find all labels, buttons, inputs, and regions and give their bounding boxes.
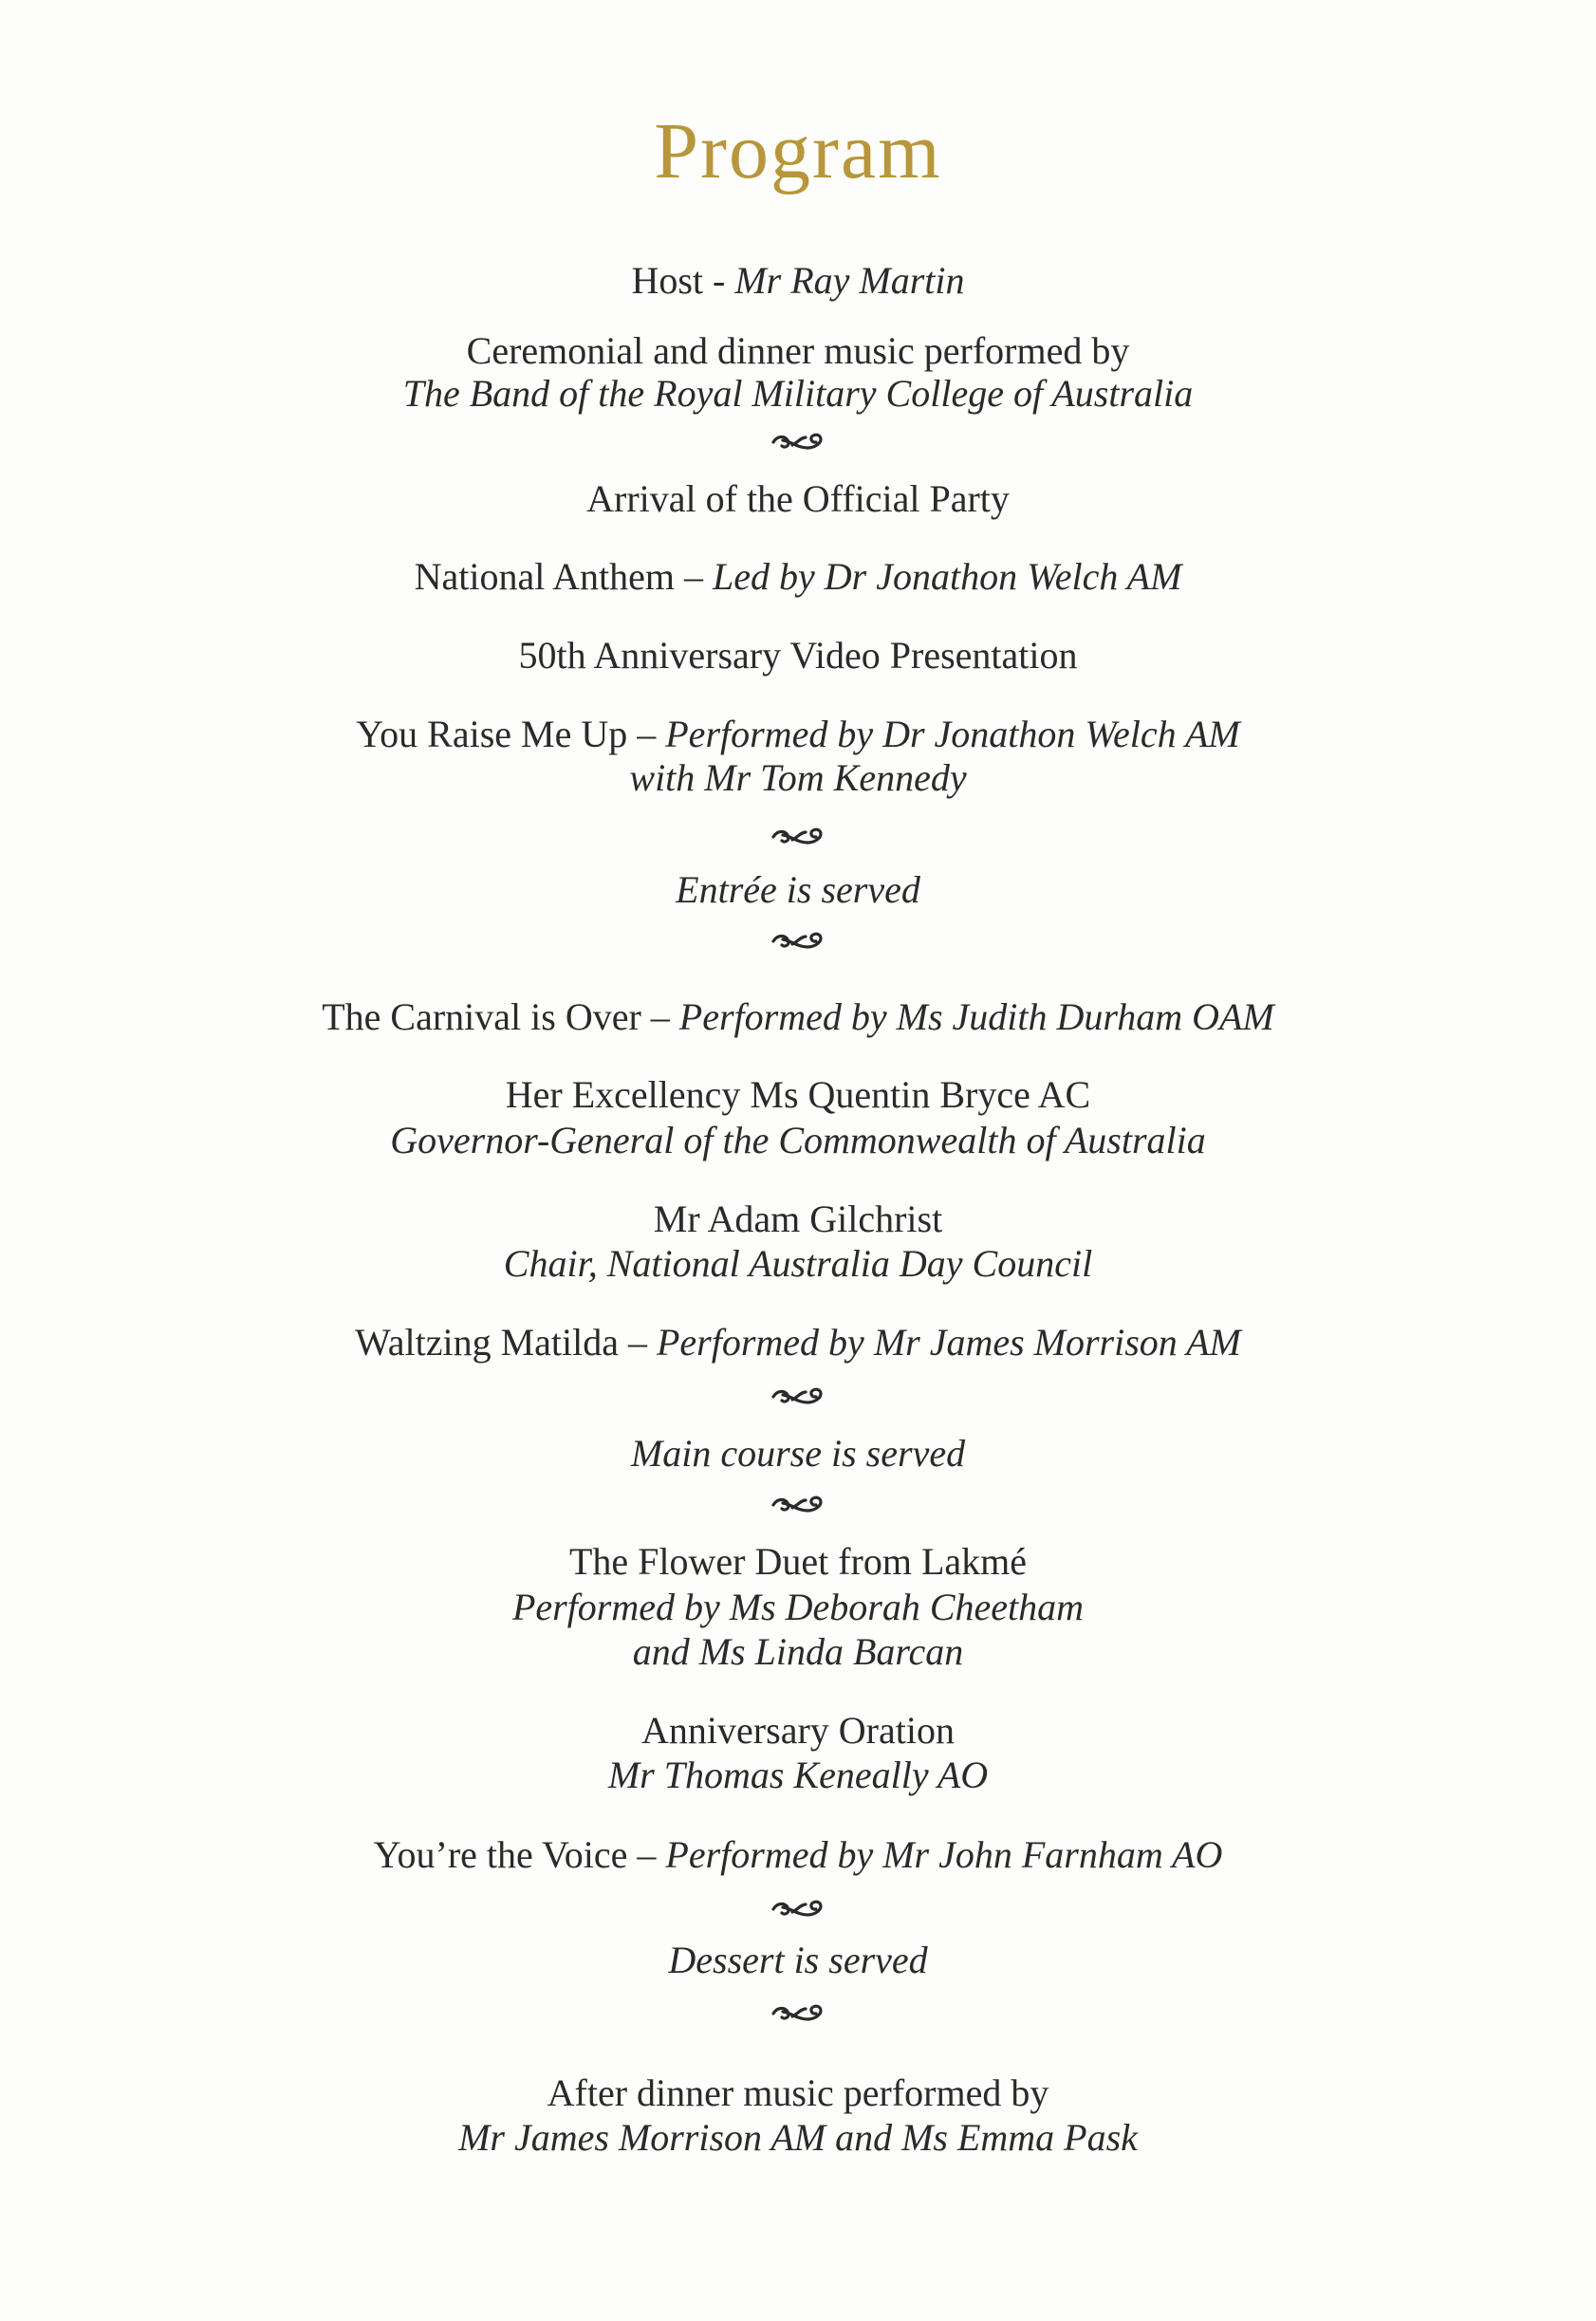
scroll-ornament-icon — [768, 1896, 828, 1924]
flower-title: The Flower Duet from Lakmé — [568, 1540, 1028, 1583]
carnival-line — [0, 995, 1596, 1038]
host-line — [0, 259, 1596, 302]
waltzing-line — [0, 1321, 1596, 1364]
scroll-ornament-icon — [768, 429, 828, 457]
anthem-title: National Anthem – — [414, 555, 714, 598]
oration-title: Anniversary Oration — [641, 1709, 955, 1752]
ceremonial-line-2: The Band of the Royal Military College of Australia — [402, 372, 1194, 415]
anthem-performer: Led by Dr Jonathon Welch AM — [713, 555, 1182, 598]
scroll-ornament-icon — [768, 1383, 828, 1412]
gilchrist-name: Mr Adam Gilchrist — [653, 1198, 943, 1240]
raise-line-1 — [0, 715, 1596, 753]
ceremonial-line-1: Ceremonial and dinner music performed by — [466, 329, 1130, 372]
gilchrist-role: Chair, National Australia Day Council — [503, 1242, 1093, 1285]
raise-performer: Performed by Dr Jonathon Welch AM — [665, 713, 1240, 755]
scroll-ornament-icon — [768, 1492, 828, 1520]
scroll-ornament-icon — [768, 2000, 828, 2029]
after-line-2: Mr James Morrison AM and Ms Emma Pask — [458, 2116, 1138, 2159]
voice-title: You’re the Voice – — [373, 1833, 666, 1876]
entree-line: Entrée is served — [676, 868, 920, 911]
scroll-ornament-icon — [768, 928, 828, 956]
oration-speaker: Mr Thomas Keneally AO — [607, 1754, 989, 1796]
carnival-title: The Carnival is Over – — [322, 995, 679, 1038]
host-label: Host - — [631, 259, 735, 302]
video-line: 50th Anniversary Video Presentation — [518, 634, 1078, 677]
main-course-line: Main course is served — [630, 1432, 966, 1475]
carnival-performer: Performed by Ms Judith Durham OAM — [678, 995, 1274, 1038]
raise-line-2: with Mr Tom Kennedy — [629, 756, 967, 799]
anthem-line — [0, 555, 1596, 598]
arrival-line: Arrival of the Official Party — [586, 477, 1010, 520]
after-line-1: After dinner music performed by — [547, 2071, 1049, 2114]
flower-line-2: Performed by Ms Deborah Cheetham — [511, 1586, 1085, 1628]
governor-name: Her Excellency Ms Quentin Bryce AC — [505, 1073, 1091, 1116]
page-title: Program — [654, 107, 942, 195]
flower-line-3: and Ms Linda Barcan — [632, 1630, 964, 1673]
raise-title: You Raise Me Up – — [356, 713, 666, 755]
voice-line — [0, 1833, 1596, 1876]
waltzing-performer: Performed by Mr James Morrison AM — [656, 1321, 1241, 1364]
scroll-ornament-icon — [768, 824, 828, 852]
governor-role: Governor-General of the Commonwealth of Australia — [390, 1119, 1206, 1161]
waltzing-title: Waltzing Matilda – — [355, 1321, 657, 1364]
host-name: Mr Ray Martin — [734, 259, 965, 302]
voice-performer: Performed by Mr John Farnham AO — [665, 1833, 1223, 1876]
dessert-line: Dessert is served — [668, 1939, 928, 1981]
